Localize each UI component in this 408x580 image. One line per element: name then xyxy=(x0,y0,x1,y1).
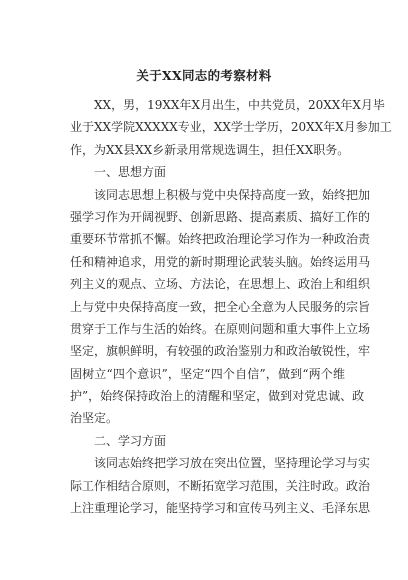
section1-line-8: 坚定，旗帜鲜明，有较强的政治鉴别力和政治敏锐性，牢 xyxy=(70,344,371,359)
intro-line-2: 业于XX学院XXXXX专业，XX学士学历，20XX年X月参加工 xyxy=(70,120,392,135)
section1-line-4: 任和精神追求，用党的新时期理论武装头脑。始终运用马 xyxy=(70,254,371,269)
section1-line-11: 治坚定。 xyxy=(70,411,119,426)
intro-line-1: XX，男，19XX年X月出生，中共党员，20XX年X月毕 xyxy=(94,98,385,112)
section1-line-9: 固树立“四个意识”，坚定“四个自信”，做到“两个维 xyxy=(70,366,345,381)
section1-line-3: 重要环节常抓不懈。始终把政治理论学习作为一种政治责 xyxy=(70,232,371,247)
section-heading-study: 二、学习方面 xyxy=(94,433,167,448)
section-heading-thought: 一、思想方面 xyxy=(94,165,167,180)
section2-line-1: 该同志始终把学习放在突出位置，坚持理论学习与实 xyxy=(94,456,371,471)
section1-line-10: 护”，始终保持政治上的清醒和坚定，做到对党忠诚、政 xyxy=(70,389,365,404)
section2-line-3: 上注重理论学习，能坚持学习和宣传马列主义、毛泽东思 xyxy=(70,501,371,516)
section1-line-6: 上与党中央保持高度一致，把全心全意为人民服务的宗旨 xyxy=(70,299,371,314)
section1-line-1: 该同志思想上积极与党中央保持高度一致，始终把加 xyxy=(94,187,371,202)
section2-line-2: 际工作相结合原则，不断拓宽学习范围，关注时政。政治 xyxy=(70,478,371,493)
section1-line-5: 列主义的观点、立场、方法论，在思想上、政治上和组织 xyxy=(70,277,371,292)
section1-line-2: 强学习作为开阔视野、创新思路、提高素质、搞好工作的 xyxy=(70,209,371,224)
intro-line-3: 作，为XX县XX乡新录用常规选调生，担任XX职务。 xyxy=(70,142,350,157)
document-body xyxy=(70,94,392,519)
section1-line-7: 贯穿于工作与生活的始终。在原则问题和重大事件上立场 xyxy=(70,321,371,336)
document-title: 关于XX同志的考察材料 xyxy=(136,68,272,83)
